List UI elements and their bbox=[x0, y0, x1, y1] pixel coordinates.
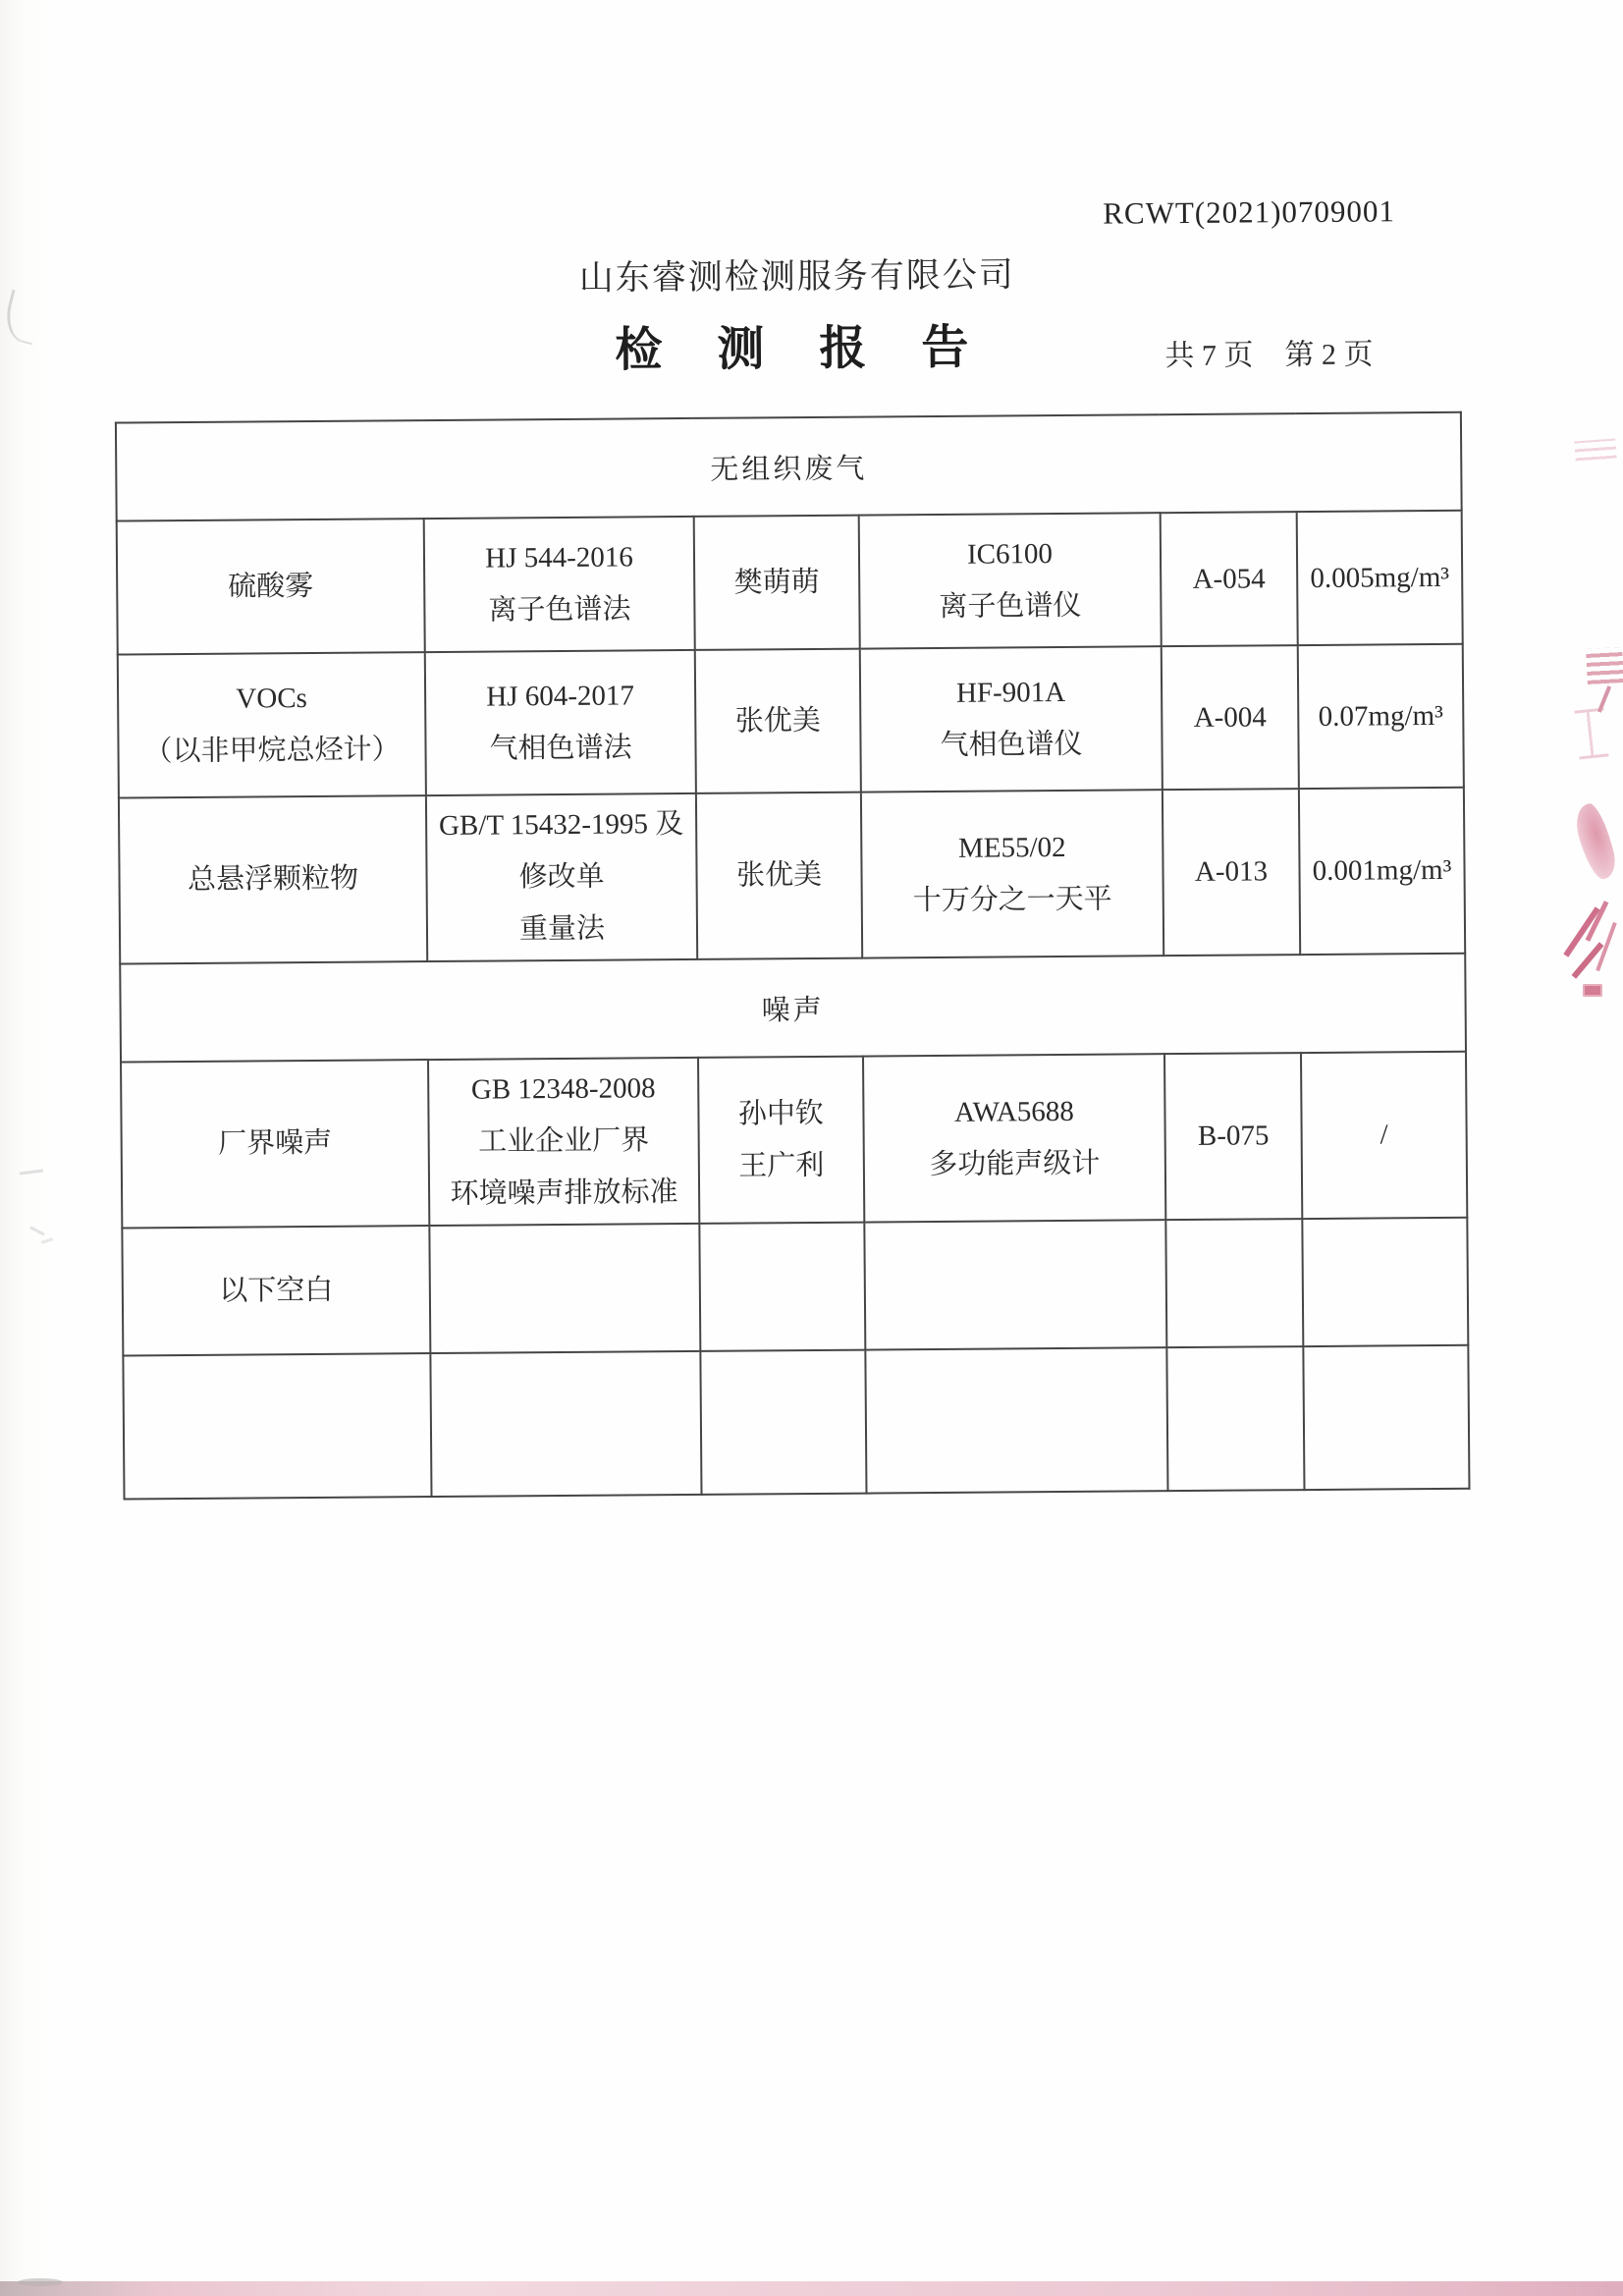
section-header-fugitive-gas: 无组织废气 bbox=[116, 412, 1462, 521]
cell-empty bbox=[1303, 1345, 1469, 1490]
cell-empty bbox=[1302, 1218, 1468, 1346]
cell-instrument: IC6100 离子色谱仪 bbox=[859, 513, 1162, 648]
cell-empty bbox=[1166, 1346, 1304, 1491]
table-row bbox=[118, 644, 1464, 798]
cell-detection-limit: / bbox=[1301, 1052, 1467, 1219]
cell-detection-limit: 0.005mg/m³ bbox=[1297, 511, 1463, 645]
cell-blank-note: 以下空白 bbox=[122, 1226, 430, 1355]
report-title: 检 测 报 告 bbox=[615, 321, 991, 377]
company-name: 山东睿测检测服务有限公司 bbox=[578, 255, 1015, 298]
table-row bbox=[117, 511, 1463, 655]
report-number: RCWT(2021)0709001 bbox=[1103, 193, 1396, 231]
results-table-wrapper bbox=[115, 411, 1471, 1501]
cell-empty bbox=[699, 1223, 865, 1351]
cell-empty bbox=[123, 1353, 431, 1499]
table-row bbox=[123, 1345, 1469, 1500]
cell-empty bbox=[864, 1220, 1166, 1349]
cell-empty bbox=[429, 1224, 700, 1353]
cell-item-name: 总悬浮颗粒物 bbox=[119, 795, 427, 963]
cell-instrument-no: A-054 bbox=[1161, 512, 1298, 646]
section-header-noise: 噪声 bbox=[120, 954, 1466, 1063]
cell-item-name: 硫酸雾 bbox=[117, 519, 425, 654]
cell-method: HJ 544-2016 离子色谱法 bbox=[424, 517, 695, 652]
cell-analyst: 樊萌萌 bbox=[694, 516, 860, 650]
table-row bbox=[121, 1052, 1467, 1229]
cell-empty bbox=[1165, 1219, 1303, 1347]
cell-analyst: 张优美 bbox=[696, 793, 862, 959]
cell-detection-limit: 0.07mg/m³ bbox=[1298, 644, 1464, 789]
cell-empty bbox=[865, 1347, 1167, 1493]
cell-item-name: VOCs （以非甲烷总烃计） bbox=[118, 652, 426, 797]
cell-analyst: 孙中钦 王广利 bbox=[698, 1057, 864, 1224]
cell-detection-limit: 0.001mg/m³ bbox=[1299, 788, 1465, 955]
cell-method: GB/T 15432-1995 及 修改单 重量法 bbox=[426, 793, 697, 961]
cell-analyst: 张优美 bbox=[695, 649, 861, 793]
table-row bbox=[119, 788, 1465, 964]
cell-instrument-no: A-013 bbox=[1163, 789, 1300, 956]
page-info bbox=[1164, 329, 1373, 374]
cell-instrument-no: B-075 bbox=[1164, 1053, 1302, 1220]
cell-instrument: ME55/02 十万分之一天平 bbox=[861, 790, 1163, 957]
cell-method: GB 12348-2008 工业企业厂界 环境噪声排放标准 bbox=[428, 1058, 699, 1226]
cell-instrument: HF-901A 气相色谱仪 bbox=[860, 646, 1163, 792]
page-current: 第 2 页 bbox=[1284, 338, 1374, 372]
table-row-section bbox=[116, 412, 1462, 521]
results-table bbox=[115, 411, 1471, 1501]
cell-instrument-no: A-004 bbox=[1162, 645, 1299, 790]
cell-item-name: 厂界噪声 bbox=[121, 1060, 429, 1228]
cell-instrument: AWA5688 多功能声级计 bbox=[863, 1054, 1165, 1222]
cell-empty bbox=[700, 1350, 866, 1495]
table-row-section bbox=[120, 954, 1466, 1063]
page-total: 共 7 页 bbox=[1164, 339, 1254, 373]
cell-empty bbox=[430, 1351, 701, 1497]
cell-method: HJ 604-2017 气相色谱法 bbox=[425, 650, 696, 795]
table-row bbox=[122, 1218, 1468, 1356]
